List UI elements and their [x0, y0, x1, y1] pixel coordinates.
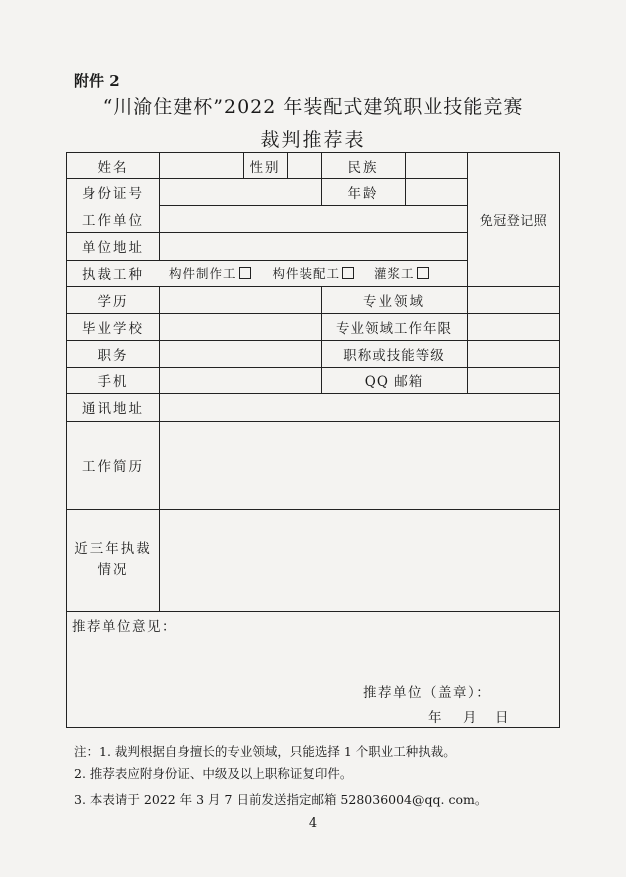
position-label: 职务: [97, 347, 129, 364]
trade-label: 执裁工种: [82, 267, 144, 283]
phone-field[interactable]: [160, 368, 320, 392]
page-number: 4: [308, 816, 318, 831]
judging-history-label: 近三年执裁 情况: [74, 541, 152, 578]
id-number-field[interactable]: [160, 179, 320, 204]
gender-label: 性别: [249, 159, 281, 176]
employer-address-field[interactable]: [160, 233, 466, 259]
qq-email-field[interactable]: [468, 368, 559, 392]
attachment-label: 附件 2: [74, 72, 120, 90]
education-field[interactable]: [160, 287, 320, 312]
opinion-field[interactable]: [68, 637, 559, 682]
qq-email-label: QQ 邮箱: [364, 374, 424, 390]
checkbox-assembly[interactable]: [342, 267, 354, 279]
note-2: 2. 推荐表应附身份证、中级及以上职称证复印件。: [74, 766, 353, 781]
school-label: 毕业学校: [82, 320, 144, 337]
name-field[interactable]: [160, 154, 242, 177]
specialty-years-field[interactable]: [468, 314, 559, 339]
trade-option-grouting[interactable]: 灌浆工: [374, 264, 429, 282]
resume-label: 工作简历: [82, 459, 144, 475]
note-1: 注：1. 裁判根据自身擅长的专业领域，只能选择 1 个职业工种执裁。: [74, 744, 456, 759]
form-title: “川渝住建杯”2022 年装配式建筑职业技能竞赛: [102, 96, 524, 118]
mail-address-field[interactable]: [160, 394, 559, 420]
date-year: 年: [428, 710, 444, 726]
photo-label: 免冠登记照: [479, 214, 548, 229]
name-label: 姓名: [97, 159, 129, 176]
education-label: 学历: [97, 293, 129, 310]
gender-field[interactable]: [288, 154, 320, 177]
employer-address-label: 单位地址: [82, 240, 144, 256]
ethnicity-label: 民族: [347, 159, 379, 176]
age-field[interactable]: [406, 179, 466, 204]
employer-field[interactable]: [160, 206, 466, 231]
date-day: 日: [495, 710, 511, 726]
position-field[interactable]: [160, 341, 320, 366]
note-3: 3. 本表请于 2022 年 3 月 7 日前发送指定邮箱 528036004@qq. com。: [74, 792, 488, 807]
id-number-label: 身份证号: [82, 185, 144, 202]
title-level-label: 职称或技能等级: [343, 347, 445, 364]
age-label: 年龄: [347, 185, 379, 202]
school-field[interactable]: [160, 314, 320, 339]
referee-recommendation-form: [66, 152, 560, 728]
date-month: 月: [463, 710, 479, 726]
resume-field[interactable]: [160, 422, 559, 508]
form-subtitle: 裁判推荐表: [260, 129, 366, 151]
title-level-field[interactable]: [468, 341, 559, 366]
trade-option-fabrication[interactable]: 构件制作工: [169, 264, 251, 282]
judging-history-field[interactable]: [160, 510, 559, 610]
specialty-field[interactable]: [468, 287, 559, 312]
trade-options: [159, 260, 467, 286]
employer-label: 工作单位: [82, 212, 144, 229]
opinion-label: 推荐单位意见：: [72, 619, 177, 635]
ethnicity-field[interactable]: [406, 154, 466, 177]
specialty-years-label: 专业领域工作年限: [336, 320, 452, 337]
phone-label: 手机: [97, 374, 129, 390]
stamp-label: 推荐单位（盖章）：: [363, 685, 492, 701]
specialty-label: 专业领域: [363, 293, 425, 310]
trade-option-assembly[interactable]: 构件装配工: [273, 264, 355, 282]
checkbox-fabrication[interactable]: [239, 267, 251, 279]
mail-address-label: 通讯地址: [82, 401, 144, 417]
checkbox-grouting[interactable]: [417, 267, 429, 279]
